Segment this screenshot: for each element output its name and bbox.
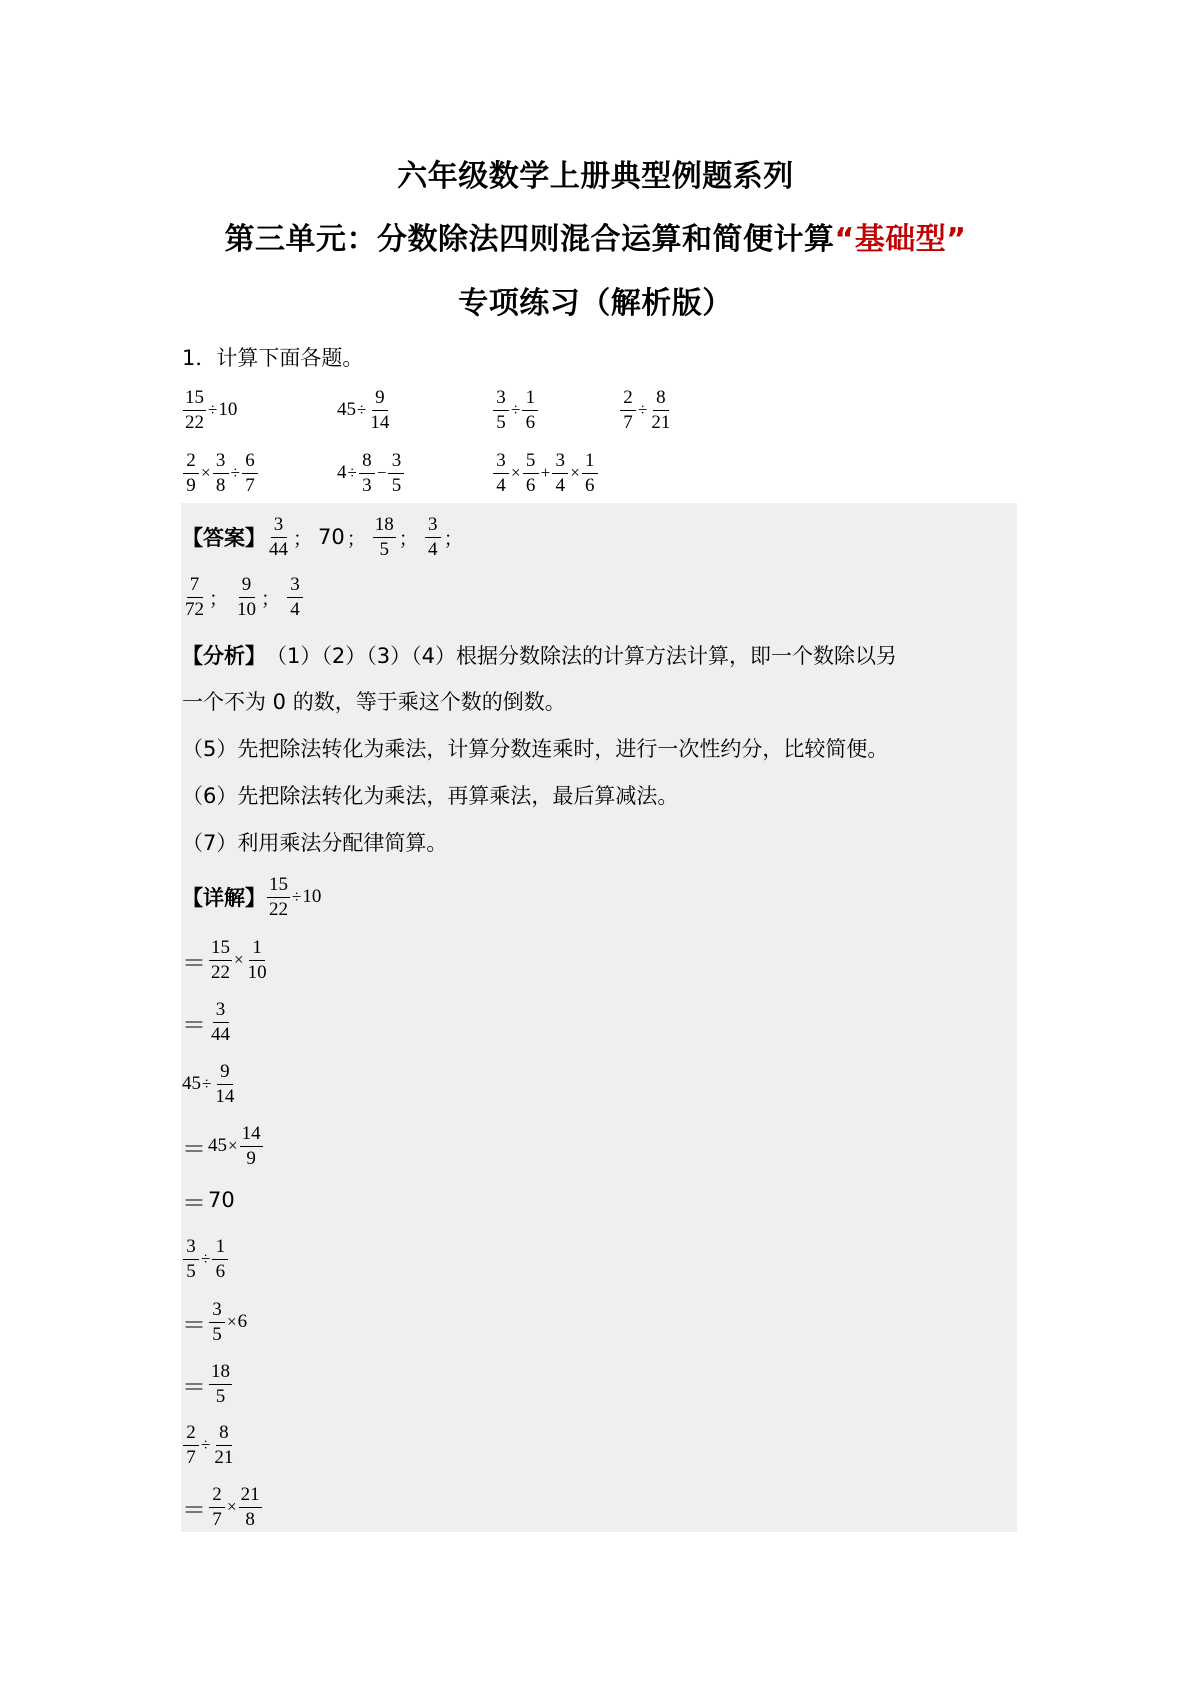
math-number: 70 <box>208 1188 235 1212</box>
fraction-numerator: 3 <box>425 514 441 538</box>
fraction <box>267 874 290 921</box>
fraction-numerator: 3 <box>493 450 509 474</box>
equals-sign: ＝ <box>182 1188 206 1217</box>
fraction-numerator: 1 <box>212 1236 228 1260</box>
math-operator: ÷ <box>201 1435 211 1454</box>
answer-label: 【答案】 <box>182 526 266 550</box>
separator: ； <box>346 527 366 550</box>
expression-6 <box>337 446 405 500</box>
fraction-denominator: 4 <box>555 474 565 496</box>
fraction-numerator: 15 <box>267 874 290 898</box>
fraction-numerator: 2 <box>183 1422 199 1446</box>
fraction <box>209 1484 225 1531</box>
fraction <box>212 1236 228 1283</box>
fraction-numerator: 9 <box>217 1061 233 1085</box>
fraction-numerator: 3 <box>209 1299 225 1323</box>
fraction <box>213 1061 236 1108</box>
separator: ； <box>398 527 418 550</box>
fraction <box>582 450 598 497</box>
analysis-line-2: 一个不为 0 的数，等于乘这个数的倒数。 <box>182 690 566 714</box>
fraction-numerator: 8 <box>359 450 375 474</box>
math-operator: ÷ <box>347 463 357 482</box>
fraction-denominator: 8 <box>245 1508 255 1530</box>
math-integer: 6 <box>237 1311 248 1332</box>
separator: ； <box>261 587 281 610</box>
equals-sign: ＝ <box>182 948 206 977</box>
fraction-numerator: 3 <box>493 387 509 411</box>
math-operator: ÷ <box>208 400 218 419</box>
math-operator: × <box>234 950 244 969</box>
fraction-numerator: 3 <box>213 450 229 474</box>
subtitle-highlight: “基础型” <box>834 222 967 257</box>
fraction-denominator: 21 <box>651 411 671 433</box>
analysis-line-4: （6）先把除法转化为乘法，再算乘法，最后算减法。 <box>182 784 679 808</box>
math-integer: 10 <box>218 399 238 420</box>
fraction-numerator: 8 <box>216 1422 232 1446</box>
math-operator: + <box>540 463 551 482</box>
detail-label: 【详解】 <box>182 886 266 910</box>
math-operator: ÷ <box>511 400 521 419</box>
fraction-numerator: 1 <box>522 387 538 411</box>
fraction-denominator: 3 <box>362 474 372 496</box>
answer-3 <box>373 514 396 561</box>
fraction-numerator: 18 <box>373 514 396 538</box>
fraction-denominator: 5 <box>379 538 390 560</box>
fraction-denominator: 14 <box>370 411 390 433</box>
fraction <box>209 937 232 984</box>
math-operator: × <box>570 463 580 482</box>
document-subtitle <box>0 220 1191 260</box>
answer-2: 70 <box>318 525 345 549</box>
fraction-denominator: 22 <box>269 898 288 920</box>
math-operator: ÷ <box>230 463 240 482</box>
fraction-denominator: 14 <box>215 1085 235 1107</box>
fraction <box>213 450 229 497</box>
math-operator: × <box>228 1136 238 1155</box>
equals-sign: ＝ <box>182 1134 206 1163</box>
detail-p1-step0 <box>182 870 321 924</box>
math-operator: ÷ <box>292 887 302 906</box>
expression-row-2 <box>182 446 982 500</box>
answer-line-1 <box>182 510 469 564</box>
text: （1）（2）（3）（4）根据分数除法的计算方法计算，即一个数除以另 <box>266 644 897 668</box>
fraction-numerator: 8 <box>653 387 669 411</box>
expression-4 <box>619 383 673 437</box>
fraction <box>388 450 404 497</box>
fraction-denominator: 5 <box>186 1260 196 1282</box>
math-integer: 4 <box>337 462 347 483</box>
fraction-denominator: 22 <box>211 961 230 983</box>
math-operator: ÷ <box>202 1074 212 1093</box>
fraction <box>359 450 375 497</box>
detail-p2-step0 <box>182 1057 237 1111</box>
answer-4 <box>425 514 441 561</box>
equals-sign: ＝ <box>182 1010 206 1039</box>
expression-row-1 <box>182 383 982 437</box>
math-operator: × <box>227 1312 237 1331</box>
detail-p2-step2 <box>182 1182 235 1218</box>
math-operator: ÷ <box>638 400 648 419</box>
fraction-denominator: 5 <box>215 1385 226 1407</box>
fraction <box>552 450 568 497</box>
subtitle-main: 第三单元：分数除法四则混合运算和简便计算 <box>224 222 835 257</box>
expression-5 <box>182 446 259 500</box>
fraction-denominator: 10 <box>247 961 267 983</box>
fraction-denominator: 22 <box>185 411 204 433</box>
expression-2 <box>337 383 392 437</box>
fraction-numerator: 15 <box>183 387 206 411</box>
math-operator: × <box>511 463 521 482</box>
fraction-numerator: 3 <box>213 999 229 1023</box>
fraction <box>368 387 391 434</box>
math-integer: 45 <box>182 1073 201 1094</box>
detail-p3-step1 <box>182 1295 247 1349</box>
fraction-numerator: 3 <box>552 450 568 474</box>
equals-sign: ＝ <box>182 1495 206 1524</box>
answer-7 <box>287 574 303 621</box>
fraction-numerator: 18 <box>209 1361 232 1385</box>
fraction-numerator: 1 <box>582 450 598 474</box>
fraction-denominator: 6 <box>215 1260 226 1282</box>
fraction-denominator: 6 <box>585 474 595 496</box>
document-subtitle-2: 专项练习（解析版） <box>458 286 733 321</box>
fraction-denominator: 9 <box>186 474 196 496</box>
document-title: 六年级数学上册典型例题系列 <box>397 159 794 194</box>
fraction <box>493 387 509 434</box>
fraction-denominator: 10 <box>237 598 257 620</box>
detail-p3-step0 <box>182 1232 229 1286</box>
separator: ； <box>293 527 313 550</box>
math-operator: ÷ <box>201 1249 211 1268</box>
equals-sign: ＝ <box>182 1372 206 1401</box>
fraction <box>209 1361 232 1408</box>
detail-p4-step0 <box>182 1418 236 1472</box>
fraction <box>493 450 509 497</box>
fraction-numerator: 9 <box>372 387 388 411</box>
expression-1 <box>182 383 237 437</box>
fraction <box>209 999 232 1046</box>
separator: ； <box>443 527 463 550</box>
fraction-denominator: 7 <box>623 411 633 433</box>
fraction-numerator: 21 <box>239 1484 262 1508</box>
fraction-denominator: 4 <box>428 538 438 560</box>
fraction-numerator: 5 <box>523 450 539 474</box>
fraction-denominator: 8 <box>215 474 226 496</box>
fraction-denominator: 5 <box>212 1323 222 1345</box>
analysis-line-3: （5）先把除法转化为乘法，计算分数连乘时，进行一次性约分，比较简便。 <box>182 737 889 761</box>
fraction-denominator: 44 <box>269 538 288 560</box>
fraction-denominator: 7 <box>186 1446 196 1468</box>
fraction <box>183 1422 199 1469</box>
fraction-numerator: 2 <box>620 387 636 411</box>
detail-p1-step1 <box>182 933 270 987</box>
fraction-numerator: 15 <box>209 937 232 961</box>
fraction-denominator: 21 <box>214 1446 234 1468</box>
math-operator: × <box>201 463 211 482</box>
fraction <box>183 450 199 497</box>
fraction-denominator: 44 <box>211 1023 230 1045</box>
detail-p2-step1 <box>182 1119 264 1173</box>
fraction-numerator: 6 <box>242 450 258 474</box>
fraction <box>240 1123 263 1170</box>
fraction-denominator: 9 <box>246 1147 256 1169</box>
fraction <box>246 937 269 984</box>
fraction-numerator: 2 <box>183 450 199 474</box>
equals-sign: ＝ <box>182 1310 206 1339</box>
expression-3 <box>492 383 539 437</box>
fraction-numerator: 9 <box>239 574 255 598</box>
answer-1 <box>267 514 290 561</box>
fraction <box>522 387 538 434</box>
fraction-denominator: 5 <box>391 474 402 496</box>
fraction-denominator: 72 <box>185 598 204 620</box>
detail-p4-step1 <box>182 1480 263 1534</box>
math-integer: 45 <box>337 399 356 420</box>
expression-7 <box>492 446 599 500</box>
answer-6 <box>235 574 258 621</box>
fraction-denominator: 4 <box>290 598 300 620</box>
fraction-denominator: 7 <box>245 474 255 496</box>
fraction-denominator: 4 <box>496 474 506 496</box>
math-integer: 10 <box>302 886 322 907</box>
fraction <box>239 1484 262 1531</box>
detail-p1-step2 <box>182 995 233 1049</box>
fraction <box>212 1422 235 1469</box>
separator: ； <box>209 587 229 610</box>
fraction-numerator: 1 <box>249 937 265 961</box>
fraction <box>209 1299 225 1346</box>
fraction-numerator: 14 <box>240 1123 263 1147</box>
fraction <box>242 450 258 497</box>
detail-p3-step2 <box>182 1357 233 1411</box>
fraction-denominator: 6 <box>525 474 536 496</box>
fraction <box>649 387 672 434</box>
fraction-denominator: 5 <box>496 411 506 433</box>
analysis-line-1 <box>182 642 897 670</box>
fraction-numerator: 7 <box>187 574 203 598</box>
answer-5 <box>183 574 206 621</box>
fraction-numerator: 3 <box>271 514 287 538</box>
math-operator: ÷ <box>357 400 367 419</box>
math-operator: × <box>227 1497 237 1516</box>
fraction <box>523 450 539 497</box>
fraction-numerator: 3 <box>388 450 404 474</box>
answer-line-2 <box>182 570 304 624</box>
question-stem: 1．计算下面各题。 <box>182 346 364 370</box>
analysis-line-5: （7）利用乘法分配律简算。 <box>182 831 448 855</box>
fraction-denominator: 6 <box>525 411 536 433</box>
fraction <box>183 387 206 434</box>
fraction-denominator: 7 <box>212 1508 222 1530</box>
math-integer: 45 <box>208 1135 227 1156</box>
fraction <box>183 1236 199 1283</box>
fraction-numerator: 3 <box>183 1236 199 1260</box>
analysis-label: 【分析】 <box>182 644 266 668</box>
fraction-numerator: 2 <box>209 1484 225 1508</box>
fraction <box>620 387 636 434</box>
fraction-numerator: 3 <box>287 574 303 598</box>
math-operator: − <box>376 463 387 482</box>
